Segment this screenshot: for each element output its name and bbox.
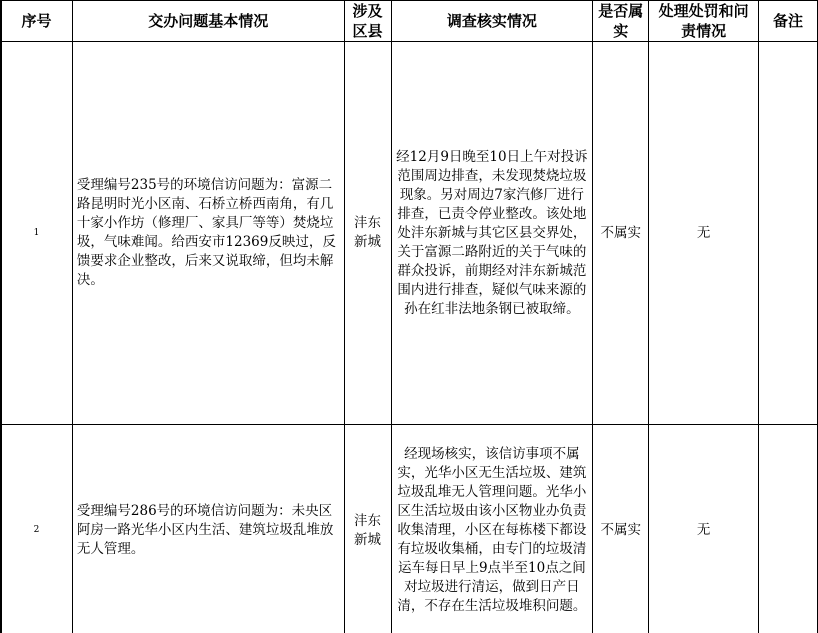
header-issue: 交办问题基本情况 (72, 1, 344, 42)
row-seq: 2 (1, 425, 73, 633)
header-seq: 序号 (1, 1, 73, 42)
row-district-text: 沣东新城 (354, 512, 382, 548)
header-remark: 备注 (759, 1, 818, 42)
row-issue: 受理编号235号的环境信访问题为：富源二路昆明时光小区南、石桥立桥西南角，有几十家小作坊（修理厂、家具厂等等）焚烧垃圾，气味难闻。给西安市12369反映过，反馈要求企业整改，后来又说取缔，但均未解决。 (72, 42, 344, 425)
header-district-text: 涉及区县 (352, 2, 383, 40)
left-border (0, 0, 2, 633)
header-verified-text: 是否属实 (598, 2, 644, 40)
header-verified (593, 1, 649, 42)
row-district-text: 沣东新城 (354, 215, 382, 250)
row-verified: 不属实 (593, 42, 649, 425)
row-verified: 不属实 (593, 425, 649, 633)
row-investigation-text: 经现场核实，该信访事项不属实，光华小区无生活垃圾、建筑垃圾乱堆无人管理问题。光华小区生活垃圾由该小区物业办负责收集清理，小区在每栋楼下都设有垃圾收集桶，由专门的垃圾清运车每日早上9点半至10点之间对垃圾进行清运，做到日产日清，不存在生活垃圾堆积问题。 (397, 446, 587, 614)
row-handling: 无 (649, 425, 759, 633)
row-handling: 无 (649, 42, 759, 425)
row-investigation (391, 425, 593, 633)
header-district (344, 1, 391, 42)
table-row (1, 42, 818, 425)
row-seq: 1 (1, 42, 73, 425)
header-row (1, 1, 818, 42)
row-investigation-text: 经12月9日晚至10日上午对投诉范围周边排查，未发现焚烧垃圾现象。另对周边7家汽修厂进行排查，已责令停业整改。该处地处沣东新城与其它区县交界处，关于富源二路附近的关于气味的群众投诉，前期经对沣东新城范围内进行排查，疑似气味来源的孙在红非法地条钢已被取缔。 (396, 148, 588, 317)
row-remark (759, 42, 818, 425)
row-remark (759, 425, 818, 633)
header-investigation: 调查核实情况 (391, 1, 593, 42)
row-issue: 受理编号286号的环境信访问题为：未央区阿房一路光华小区内生活、建筑垃圾乱堆放无人管理。 (72, 425, 344, 633)
table-row (1, 425, 818, 633)
header-handling (649, 1, 759, 42)
header-handling-text: 处理处罚和问责情况 (658, 2, 749, 40)
row-investigation (391, 42, 593, 425)
row-district (344, 42, 391, 425)
row-district (344, 425, 391, 633)
